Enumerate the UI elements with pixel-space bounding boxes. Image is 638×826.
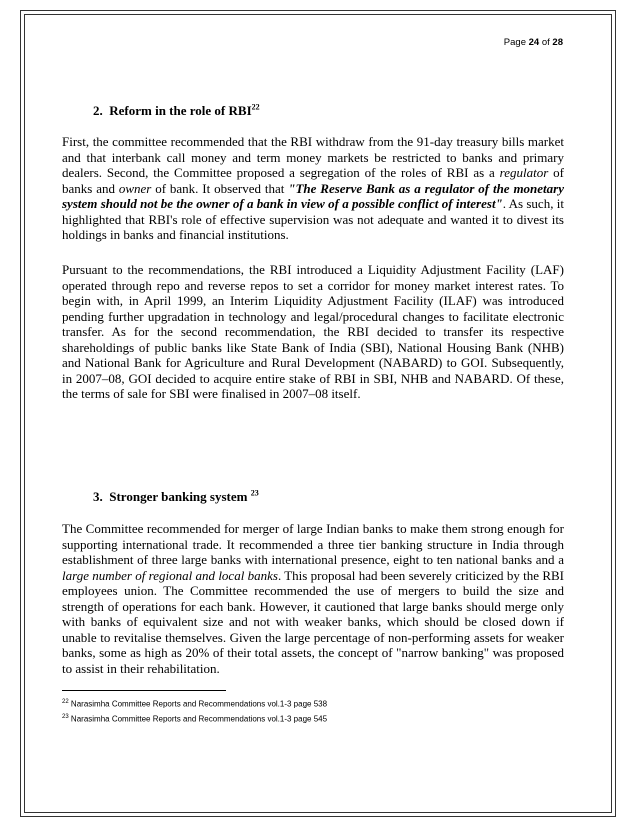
section-3-heading: 3. Stronger banking system $^{23}$ (93, 488, 259, 504)
footnote-divider (62, 690, 226, 691)
footnote-23: $^{23}$ Narasimha Committee Reports and Recommendations vol.1-3 page 545 (62, 713, 328, 724)
paragraph-rbi-reform: First, the committee recommended that the RBI withdraw from the 91-day treasury bills market and that interbank call money and term money markets be restricted to banks and primary dealers. Second, the Committee proposed a segregation of the roles of RBI as a regulator of banks and owner of bank. It observed that "The Reserve Bank as a regulator of the monetary system should not be the owner of a bank in view of a possible conflict of interest". As such, it highlighted that RBI's role of effective supervision was not adequate and wanted it to divest its holdings in banks and financial institutions. (62, 134, 564, 242)
footnote-22: $^{22}$ Narasimha Committee Reports and Recommendations vol.1-3 page 538 (62, 699, 328, 709)
paragraph-stronger-banking: The Committee recommended for merger of large Indian banks to make them strong enough for supporting international trade. It recommended a three tier banking structure in India through establishment of three large banks with international presence, eight to ten national banks and a large number of regional and local banks. This proposal had been severely criticized by the RBI employees union. The Committee recommended the use of mergers to build the size and strength of operations for each bank. However, it cautioned that large banks should merge only with banks of equivalent size and not with weaker banks, which should be closed down if unable to revitalise themselves. Given the large percentage of non-performing assets for weaker banks, some as high as 20% of their total assets, the concept of "narrow banking" was proposed to assist in their rehabilitation. (62, 521, 564, 676)
paragraph-laf: Pursuant to the recommendations, the RBI introduced a Liquidity Adjustment Facility (LAF) operated through repo and reverse repos to set a corridor for money market interest rates. To begin with, in April 1999, an Interim Liquidity Adjustment Facility (ILAF) was introduced pending further upgradation in technology and legal/procedural changes to facilitate electronic transfer. As for the second recommendation, the RBI decided to transfer its respective shareholdings of public banks like State Bank of India (SBI), National Housing Bank (NHB) and National Bank for Agriculture and Rural Development (NABARD) to GOI. Subsequently, in 2007–08, GOI decided to acquire entire stake of RBI in SBI, NHB and NABARD. Of these, the terms of sale for SBI were finalised in 2007–08 itself. (62, 262, 564, 401)
section-2-heading: 2. Reform in the role of RBI$^{22}$ (93, 102, 260, 118)
footnotes (62, 696, 327, 725)
page-number: Page 24 of 28 (503, 37, 563, 48)
footnote-ref-23: 23 (250, 488, 259, 498)
footnote-ref-22: 22 (251, 102, 260, 112)
